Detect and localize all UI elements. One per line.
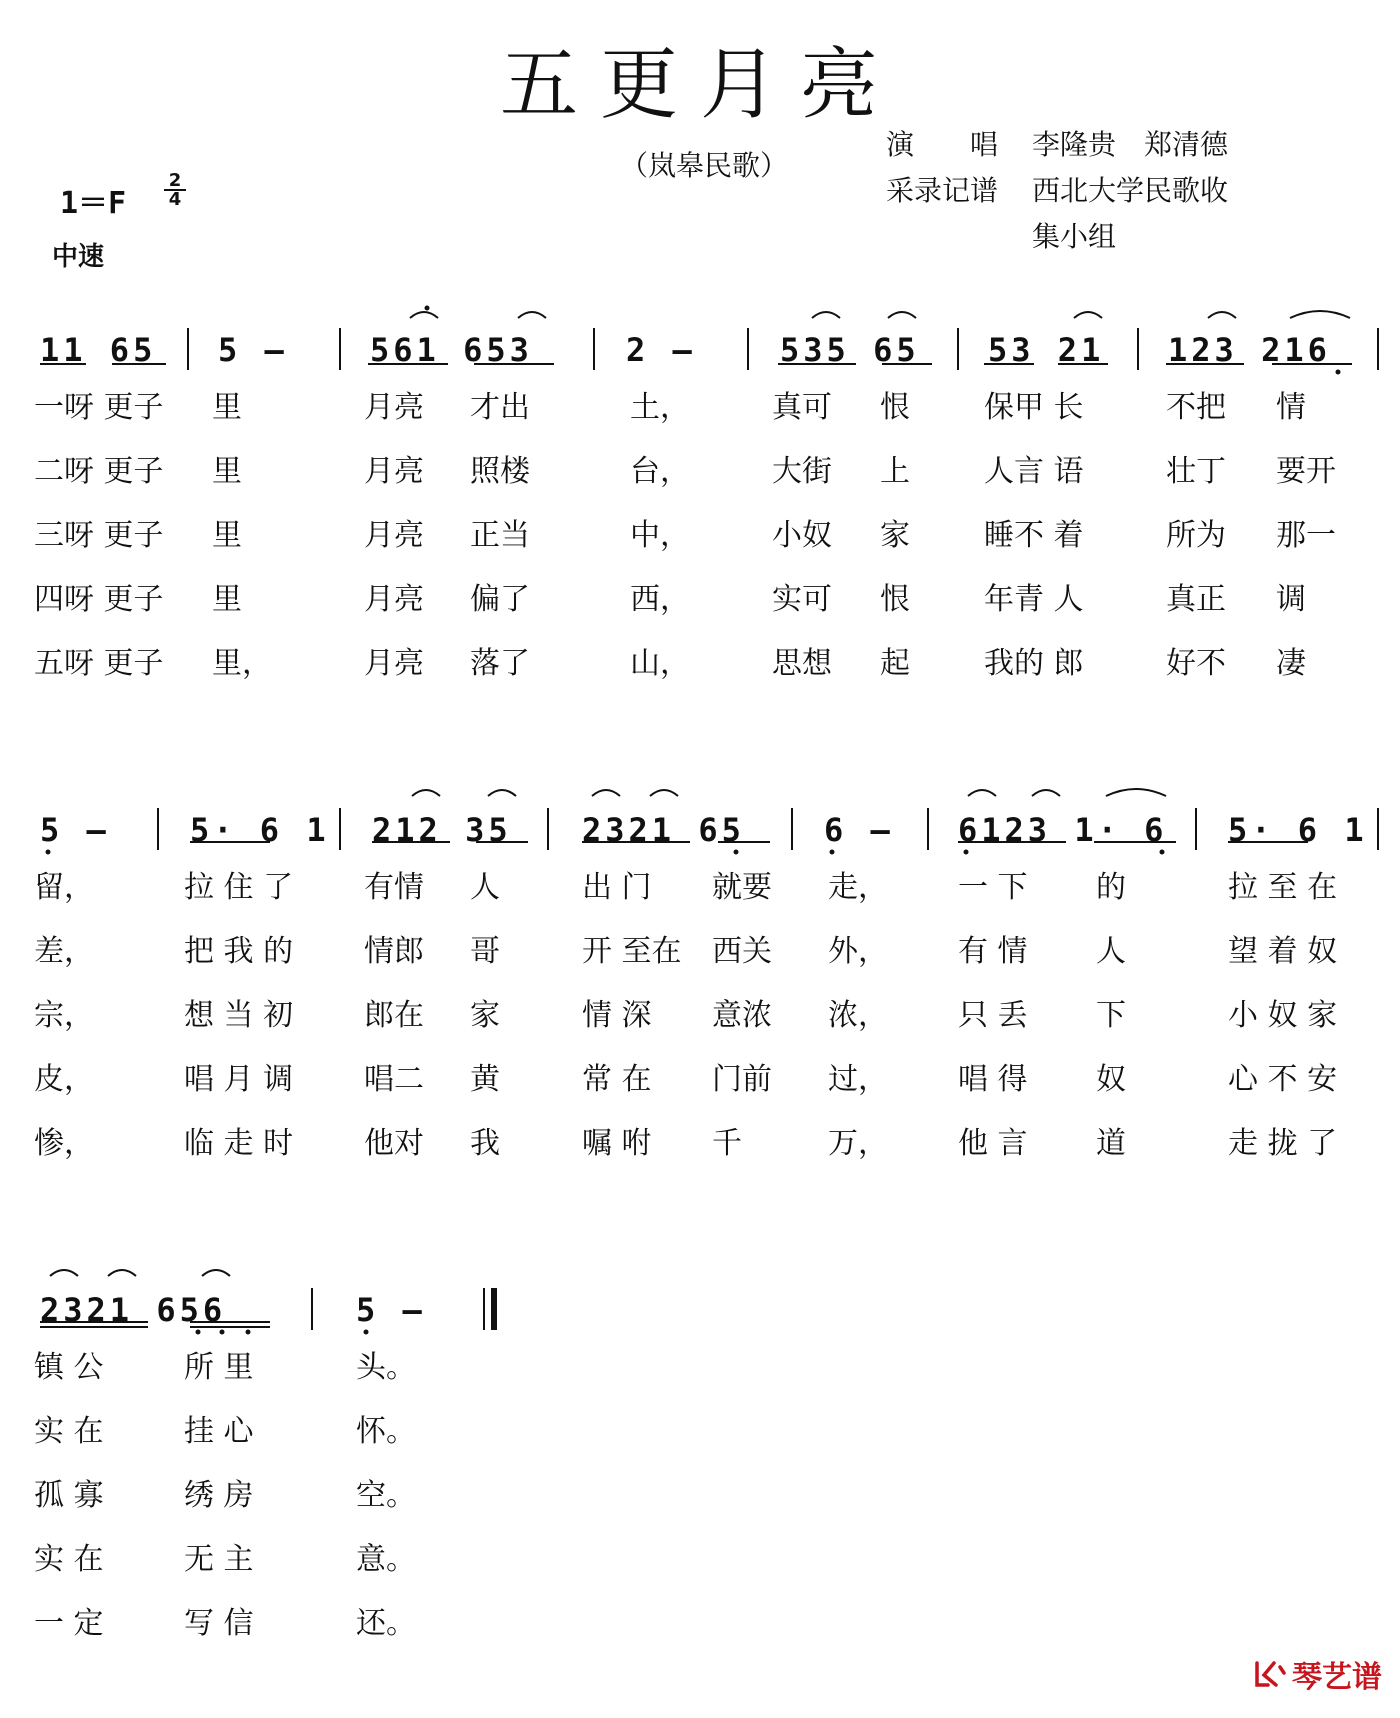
lyric-word: 他对 — [364, 1126, 424, 1161]
lyric-word: 里 — [212, 518, 242, 553]
lyric-word: 保甲 长 — [984, 390, 1084, 425]
lyric-word: 唱 月 调 — [184, 1062, 294, 1097]
lyric-word: 黄 — [470, 1062, 500, 1097]
low-octave-dot — [46, 850, 51, 855]
lyric-word: 所为 — [1166, 518, 1226, 553]
measure: 2321 656 — [40, 1291, 227, 1329]
recorder-name-line2: 集小组 — [1032, 220, 1117, 253]
lyric-word: 常 在 — [582, 1062, 652, 1097]
slur — [1208, 312, 1236, 318]
lyric-word: 门前 — [712, 1062, 772, 1097]
lyric-word: 西关 — [712, 934, 772, 969]
lyric-word: 宗， — [34, 998, 94, 1033]
lyric-word: 那一 — [1276, 518, 1336, 553]
measure: 535 65 — [780, 331, 920, 369]
recorder-label: 采录记谱 — [886, 174, 999, 207]
low-octave-dot — [364, 1330, 369, 1335]
lyric-word: 才出 — [470, 390, 530, 425]
lyric-word: 真可 — [772, 390, 832, 425]
measure: 123 216 — [1168, 331, 1331, 369]
lyric-word: 所 里 — [184, 1350, 254, 1385]
key-signature: 1＝F — [60, 186, 127, 221]
lyric-word: 拉 住 了 — [184, 870, 294, 905]
lyric-word: 无 主 — [184, 1542, 254, 1577]
lyric-word: 中， — [630, 518, 690, 553]
low-octave-dot — [734, 850, 739, 855]
lyric-word: 万， — [828, 1126, 888, 1161]
lyric-word: 空。 — [356, 1478, 416, 1513]
lyric-word: 起 — [880, 646, 910, 681]
lyric-word: 就要 — [712, 870, 772, 905]
lyric-word: 我 — [470, 1126, 500, 1161]
measure: 2321 65 — [582, 811, 745, 849]
lyric-word: 土， — [630, 390, 690, 425]
lyric-word: 唱 得 — [958, 1062, 1028, 1097]
lyric-word: 他 言 — [958, 1126, 1028, 1161]
lyric-word: 孤 寡 — [34, 1478, 104, 1513]
lyric-word: 睡不 着 — [984, 518, 1084, 553]
lyric-word: 镇 公 — [34, 1350, 104, 1385]
lyric-word: 真正 — [1166, 582, 1226, 617]
slur — [412, 790, 440, 796]
measure: 5· 6 1 — [190, 811, 330, 849]
lyric-word: 思想 — [772, 646, 832, 681]
lyric-word: 凄 — [1276, 646, 1306, 681]
lyric-word: 家 — [880, 518, 910, 553]
lyric-word: 写 信 — [184, 1606, 254, 1641]
lyric-word: 正当 — [470, 518, 530, 553]
slur — [202, 1270, 230, 1276]
measure: 53 21 — [988, 331, 1105, 369]
low-octave-dot — [830, 850, 835, 855]
lyric-word: 意浓 — [712, 998, 772, 1033]
lyric-word: 月亮 — [364, 518, 424, 553]
lyric-word: 月亮 — [364, 582, 424, 617]
slur — [410, 312, 438, 318]
lyric-word: 还。 — [356, 1606, 416, 1641]
measure: 5 — — [356, 1291, 426, 1329]
lyric-word: 要开 — [1276, 454, 1336, 489]
lyric-word: 有 情 — [958, 934, 1028, 969]
lyric-word: 调 — [1276, 582, 1306, 617]
slur — [1032, 790, 1060, 796]
lyric-word: 壮丁 — [1166, 454, 1226, 489]
lyric-word: 挂 心 — [184, 1414, 254, 1449]
tempo-marking: 中速 — [52, 242, 105, 272]
measure: 5· 6 1 — [1228, 811, 1368, 849]
lyric-word: 落了 — [470, 646, 530, 681]
watermark-logo — [1254, 1652, 1382, 1696]
lyric-word: 实 在 — [34, 1542, 104, 1577]
lyric-word: 嘱 咐 — [582, 1126, 652, 1161]
lyric-word: 月亮 — [364, 454, 424, 489]
slur — [1106, 789, 1166, 796]
slur — [888, 312, 916, 318]
lyric-word: 台， — [630, 454, 690, 489]
lyric-word: 情郎 — [364, 934, 424, 969]
lyric-word: 一 定 — [34, 1606, 104, 1641]
measure: 2 — — [626, 331, 696, 369]
lyric-word: 把 我 的 — [184, 934, 294, 969]
lyric-word: 道 — [1096, 1126, 1126, 1161]
lyric-word: 情 — [1276, 390, 1306, 425]
slur — [650, 790, 678, 796]
measure: 5 — — [218, 331, 288, 369]
lyric-word: 一 下 — [958, 870, 1028, 905]
lyric-word: 偏了 — [470, 582, 530, 617]
watermark-text: 琴艺谱 — [1292, 1660, 1382, 1695]
slur — [812, 312, 840, 318]
measure: 561 653 — [370, 331, 533, 369]
lyric-word: 哥 — [470, 934, 500, 969]
lyric-word: 外， — [828, 934, 888, 969]
lyric-word: 走 拢 了 — [1228, 1126, 1338, 1161]
song-subtitle: （岚皋民歌） — [620, 149, 789, 182]
lyric-word: 小奴 — [772, 518, 832, 553]
lyric-word: 里 — [212, 390, 242, 425]
low-octave-dot — [964, 850, 969, 855]
lyric-word: 恨 — [880, 390, 910, 425]
lyric-word: 只 丢 — [958, 998, 1028, 1033]
lyric-word: 心 不 安 — [1228, 1062, 1338, 1097]
lyric-word: 里， — [212, 646, 272, 681]
lyric-word: 开 至在 — [582, 934, 682, 969]
lyric-word: 里 — [212, 582, 242, 617]
lyric-word: 月亮 — [364, 646, 424, 681]
lyric-word: 望 着 奴 — [1228, 934, 1338, 969]
lyric-word: 出 门 — [582, 870, 652, 905]
measure: 6 — — [824, 811, 894, 849]
logo-icon — [1254, 1659, 1288, 1689]
lyric-word: 的 — [1096, 870, 1126, 905]
lyric-word: 山， — [630, 646, 690, 681]
lyric-word: 浓， — [828, 998, 888, 1033]
lyric-word: 绣 房 — [184, 1478, 254, 1513]
lyric-word: 拉 至 在 — [1228, 870, 1338, 905]
lyric-word: 恨 — [880, 582, 910, 617]
lyric-word: 年青 人 — [984, 582, 1084, 617]
low-octave-dot — [246, 1330, 251, 1335]
lyric-word: 情 深 — [582, 998, 652, 1033]
lyric-word: 不把 — [1166, 390, 1226, 425]
singer-names: 李隆贵 郑清德 — [1032, 128, 1229, 161]
lyric-word: 二呀 更子 — [34, 454, 164, 489]
lyric-word: 人 — [470, 870, 500, 905]
time-signature-top: 2 — [168, 170, 182, 191]
lyric-word: 怀。 — [356, 1414, 416, 1449]
lyric-word: 惨， — [34, 1126, 94, 1161]
lyric-word: 意。 — [356, 1542, 416, 1577]
low-octave-dot — [196, 1330, 201, 1335]
lyric-word: 人言 语 — [984, 454, 1084, 489]
lyric-word: 好不 — [1166, 646, 1226, 681]
lyric-word: 一呀 更子 — [34, 390, 164, 425]
singer-label: 演 唱 — [886, 128, 999, 161]
low-octave-dot — [1160, 850, 1165, 855]
slur — [1290, 311, 1350, 318]
lyric-word: 走， — [828, 870, 888, 905]
lyric-word: 西， — [630, 582, 690, 617]
slur — [488, 790, 516, 796]
lyric-word: 郎在 — [364, 998, 424, 1033]
lyric-word: 四呀 更子 — [34, 582, 164, 617]
lyric-word: 差， — [34, 934, 94, 969]
low-octave-dot — [220, 1330, 225, 1335]
lyric-word: 想 当 初 — [184, 998, 294, 1033]
lyric-word: 唱二 — [364, 1062, 424, 1097]
song-title: 五更月亮 — [499, 40, 900, 130]
lyric-word: 照楼 — [470, 454, 530, 489]
lyric-word: 我的 郎 — [984, 646, 1084, 681]
measure: 212 35 — [372, 811, 512, 849]
slur — [968, 790, 996, 796]
lyric-word: 小 奴 家 — [1228, 998, 1338, 1033]
lyric-word: 实 在 — [34, 1414, 104, 1449]
slur — [518, 312, 546, 318]
slur — [592, 790, 620, 796]
lyric-word: 皮， — [34, 1062, 94, 1097]
measure: 6123 1· 6 — [958, 811, 1168, 849]
lyric-word: 上 — [880, 454, 910, 489]
lyric-word: 五呀 更子 — [34, 646, 164, 681]
high-octave-dot — [425, 306, 430, 311]
lyric-word: 里 — [212, 454, 242, 489]
lyric-word: 临 走 时 — [184, 1126, 294, 1161]
slur — [108, 1270, 136, 1276]
low-octave-dot — [1336, 370, 1341, 375]
recorder-name-line1: 西北大学民歌收 — [1032, 174, 1229, 207]
measure: 5 — — [40, 811, 110, 849]
lyric-word: 人 — [1096, 934, 1126, 969]
slur — [1074, 312, 1102, 318]
lyric-word: 有情 — [364, 870, 424, 905]
lyric-word: 大街 — [772, 454, 832, 489]
lyric-word: 过， — [828, 1062, 888, 1097]
measure: 11 65 — [40, 331, 157, 369]
lyric-word: 下 — [1096, 998, 1126, 1033]
time-signature-bottom: 4 — [164, 189, 186, 208]
lyric-word: 三呀 更子 — [34, 518, 164, 553]
lyric-word: 奴 — [1096, 1062, 1126, 1097]
lyric-word: 千 — [712, 1126, 742, 1161]
lyric-word: 留， — [34, 870, 94, 905]
slur — [50, 1270, 78, 1276]
lyric-word: 实可 — [772, 582, 832, 617]
lyric-word: 月亮 — [364, 390, 424, 425]
lyric-word: 头。 — [356, 1350, 416, 1385]
lyric-word: 家 — [470, 998, 500, 1033]
